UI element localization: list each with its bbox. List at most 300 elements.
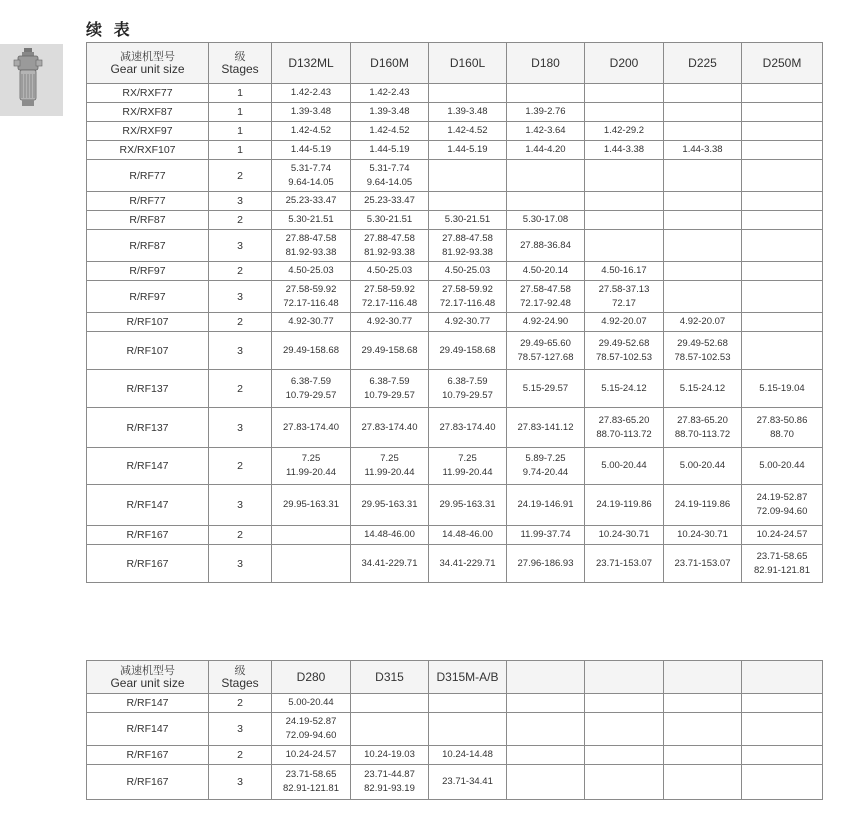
ratio-cell [742,122,823,141]
ratio-cell [742,103,823,122]
stages-cell: 2 [209,746,272,765]
ratio-range: 72.17 [612,297,636,309]
table-row [87,448,823,485]
ratio-cell [585,765,664,800]
ratio-cell [742,485,823,526]
ratio-range: 29.95-163.31 [439,499,496,510]
stages-cell: 3 [209,281,272,313]
ratio-range: 1.42-2.43 [369,87,410,98]
ratio-cell [742,370,823,408]
ratio-range: 5.30-21.51 [444,214,491,225]
ratio-range: 14.48-46.00 [442,529,493,540]
ratio-cell [351,694,429,713]
ratio-range: 4.50-20.14 [522,265,569,276]
ratio-cell [507,84,585,103]
ratio-range: 24.19-52.87 [285,716,337,727]
ratio-range: 82.91-121.81 [283,783,339,794]
gear-unit-cell: R/RF107 [87,313,209,332]
ratio-cell [507,230,585,262]
ratio-range: 7.25 [458,453,477,464]
ratio-cell [664,262,742,281]
ratio-cell [742,230,823,262]
ratio-cell [664,713,742,746]
ratio-cell [742,526,823,545]
ratio-cell [664,122,742,141]
ratio-cell [507,192,585,211]
ratio-cell [585,448,664,485]
ratio-cell [272,192,351,211]
ratio-cell [585,332,664,370]
stages-cell: 2 [209,313,272,332]
stages-cell: 3 [209,332,272,370]
table-row [87,313,823,332]
ratio-range: 24.19-119.86 [596,499,652,510]
ratio-cell [507,370,585,408]
ratio-cell [585,141,664,160]
motor-header [585,661,664,694]
ratio-cell [429,192,507,211]
ratio-cell [742,448,823,485]
ratio-range: 10.79-29.57 [442,389,493,401]
ratio-cell [351,545,429,583]
ratio-range: 72.09-94.60 [285,730,337,741]
page-title: 续 表 [86,20,133,39]
stages-cell: 1 [209,103,272,122]
ratio-range: 72.17-116.48 [439,297,496,309]
ratio-range: 29.95-163.31 [361,499,418,510]
ratio-cell [272,526,351,545]
ratio-cell [429,211,507,230]
ratio-cell [272,545,351,583]
table-row [87,526,823,545]
motor-header: D160L [429,43,507,84]
ratio-cell [351,103,429,122]
ratio-range: 1.44-3.38 [682,144,723,155]
ratio-cell [272,103,351,122]
ratio-range: 72.17-92.48 [520,297,571,309]
stages-cell: 2 [209,448,272,485]
ratio-cell [742,746,823,765]
ratio-cell [351,281,429,313]
ratio-table-main [86,42,823,583]
ratio-range: 1.42-4.52 [447,125,488,136]
ratio-cell [351,765,429,800]
gear-unit-cell: R/RF147 [87,485,209,526]
ratio-cell [429,408,507,448]
ratio-range: 78.57-127.68 [517,351,574,363]
ratio-cell [507,408,585,448]
ratio-range: 1.44-3.38 [603,144,645,155]
ratio-range: 82.91-93.19 [364,783,415,794]
ratio-range: 5.00-20.44 [601,460,647,471]
ratio-cell [272,694,351,713]
ratio-cell [351,448,429,485]
ratio-cell [507,332,585,370]
ratio-range: 5.30-17.08 [522,214,569,225]
ratio-cell [585,370,664,408]
ratio-range: 27.88-47.58 [285,232,337,244]
ratio-cell [429,141,507,160]
ratio-range: 72.09-94.60 [756,506,808,517]
ratio-cell [429,230,507,262]
ratio-range: 4.92-30.77 [444,316,491,327]
table-row [87,746,823,765]
ratio-range: 5.31-7.74 [369,162,410,174]
ratio-range: 27.83-174.40 [361,421,418,433]
ratio-range: 1.44-5.19 [369,144,410,155]
table-header-row [87,43,823,84]
gear-motor-thumbnail [0,44,63,116]
ratio-cell [272,408,351,448]
ratio-range: 5.30-21.51 [288,214,334,225]
ratio-cell [664,545,742,583]
ratio-range: 81.92-93.38 [442,246,493,258]
ratio-cell [664,141,742,160]
ratio-range: 7.25 [380,453,399,464]
ratio-cell [742,332,823,370]
gear-unit-cell: RX/RXF97 [87,122,209,141]
ratio-range: 1.44-4.20 [525,144,566,155]
ratio-range: 5.00-20.44 [759,460,805,471]
ratio-range: 5.30-21.51 [366,214,413,225]
ratio-cell [351,262,429,281]
ratio-range: 4.92-30.77 [288,316,334,327]
ratio-cell [664,746,742,765]
motor-header: D250M [742,43,823,84]
ratio-cell [742,713,823,746]
ratio-cell [351,485,429,526]
ratio-range: 11.99-37.74 [520,529,571,540]
gear-unit-cell: R/RF167 [87,746,209,765]
ratio-cell [585,408,664,448]
ratio-cell [664,211,742,230]
ratio-range: 24.19-146.91 [517,499,574,510]
ratio-range: 4.50-16.17 [601,265,647,276]
ratio-cell [507,211,585,230]
table-row [87,332,823,370]
ratio-cell [742,694,823,713]
ratio-range: 29.49-65.60 [520,337,571,349]
ratio-range: 11.99-20.44 [285,467,336,478]
ratio-range: 5.15-19.04 [759,382,805,394]
ratio-cell [507,545,585,583]
ratio-cell [585,262,664,281]
ratio-cell [272,122,351,141]
stages-cell: 2 [209,526,272,545]
ratio-range: 10.24-19.03 [364,749,415,760]
ratio-range: 23.71-34.41 [442,776,493,787]
ratio-range: 10.24-30.71 [598,529,650,540]
ratio-cell [351,313,429,332]
ratio-range: 78.57-102.53 [596,351,652,363]
ratio-cell [585,526,664,545]
ratio-cell [664,84,742,103]
ratio-cell [351,746,429,765]
ratio-range: 4.92-20.07 [679,316,726,327]
ratio-range: 29.49-52.68 [598,337,650,349]
ratio-cell [507,448,585,485]
ratio-range: 1.44-5.19 [447,144,488,155]
ratio-cell [664,192,742,211]
ratio-cell [742,160,823,192]
ratio-range: 1.42-3.64 [525,125,566,136]
ratio-cell [351,211,429,230]
ratio-cell [742,141,823,160]
ratio-cell [742,84,823,103]
ratio-range: 24.19-119.86 [674,499,731,510]
ratio-range: 29.95-163.31 [283,499,339,510]
motor-header: D280 [272,661,351,694]
ratio-cell [585,122,664,141]
ratio-cell [429,370,507,408]
ratio-range: 5.15-24.12 [601,382,647,394]
stages-cell: 3 [209,192,272,211]
ratio-cell [429,160,507,192]
ratio-range: 5.15-24.12 [679,382,726,394]
ratio-range: 11.99-20.44 [364,467,415,478]
ratio-cell [272,746,351,765]
gear-unit-cell: R/RF107 [87,332,209,370]
ratio-range: 27.88-47.58 [442,232,493,244]
ratio-range: 6.38-7.59 [290,375,332,387]
ratio-cell [507,694,585,713]
ratio-cell [429,103,507,122]
ratio-cell [272,448,351,485]
ratio-cell [272,765,351,800]
gear-unit-cell: R/RF167 [87,545,209,583]
gear-motor-icon [0,44,63,116]
ratio-cell [742,281,823,313]
ratio-range: 82.91-121.81 [754,564,810,576]
ratio-cell [507,103,585,122]
ratio-range: 4.92-20.07 [601,316,647,327]
motor-header [664,661,742,694]
ratio-range: 23.71-153.07 [596,557,652,569]
stages-header: 级 Stages [209,661,272,694]
stages-cell: 2 [209,160,272,192]
gear-unit-cell: R/RF97 [87,262,209,281]
ratio-cell [429,485,507,526]
stages-cell: 3 [209,230,272,262]
ratio-cell [272,230,351,262]
ratio-range: 72.17-116.48 [283,297,339,309]
ratio-cell [664,485,742,526]
ratio-cell [585,230,664,262]
ratio-cell [507,262,585,281]
gear-unit-cell: R/RF137 [87,408,209,448]
ratio-range: 81.92-93.38 [364,246,415,258]
ratio-cell [429,281,507,313]
ratio-range: 27.58-37.13 [598,283,650,295]
ratio-range: 34.41-229.71 [439,557,496,569]
ratio-cell [585,103,664,122]
motor-header: D132ML [272,43,351,84]
ratio-cell [664,526,742,545]
ratio-cell [507,141,585,160]
ratio-cell [429,526,507,545]
ratio-range: 29.49-158.68 [283,344,339,356]
ratio-cell [272,313,351,332]
ratio-cell [272,160,351,192]
ratio-cell [585,694,664,713]
ratio-cell [664,281,742,313]
stages-cell: 2 [209,370,272,408]
ratio-cell [585,545,664,583]
ratio-cell [507,281,585,313]
ratio-range: 27.96-186.93 [517,557,574,569]
motor-header: D315 [351,661,429,694]
motor-header: D225 [664,43,742,84]
ratio-range: 9.64-14.05 [288,176,334,188]
ratio-cell [507,713,585,746]
stages-header: 级 Stages [209,43,272,84]
motor-header [742,661,823,694]
ratio-cell [742,211,823,230]
motor-header [507,661,585,694]
ratio-cell [664,370,742,408]
ratio-cell [272,713,351,746]
ratio-cell [507,122,585,141]
ratio-range: 1.42-29.2 [603,125,645,136]
ratio-table-continued [86,660,823,800]
ratio-range: 78.57-102.53 [674,351,731,363]
gear-unit-cell: R/RF137 [87,370,209,408]
ratio-range: 1.42-4.52 [369,125,410,136]
ratio-cell [429,746,507,765]
stages-cell: 2 [209,211,272,230]
ratio-range: 10.24-24.57 [285,749,337,760]
ratio-cell [507,746,585,765]
ratio-range: 34.41-229.71 [361,557,418,569]
gear-unit-size-header: 减速机型号 Gear unit size [87,661,209,694]
ratio-cell [429,332,507,370]
ratio-range: 29.49-52.68 [677,337,728,349]
table-row [87,262,823,281]
stages-cell: 1 [209,141,272,160]
stages-cell: 3 [209,545,272,583]
gear-unit-cell: R/RF147 [87,694,209,713]
ratio-cell [664,332,742,370]
ratio-range: 81.92-93.38 [285,246,337,258]
ratio-cell [351,160,429,192]
ratio-range: 1.39-3.48 [447,106,488,117]
ratio-cell [742,545,823,583]
gear-unit-cell: R/RF77 [87,192,209,211]
table-row [87,765,823,800]
ratio-range: 10.79-29.57 [285,389,337,401]
ratio-range: 4.50-25.03 [444,265,491,276]
ratio-range: 88.70-113.72 [596,428,652,440]
ratio-cell [351,192,429,211]
stages-cell: 2 [209,262,272,281]
ratio-range: 14.48-46.00 [364,529,415,540]
ratio-cell [507,160,585,192]
ratio-cell [272,84,351,103]
motor-header: D315M-A/B [429,661,507,694]
ratio-cell [507,313,585,332]
ratio-cell [585,84,664,103]
ratio-range: 1.42-4.52 [290,125,332,136]
ratio-range: 23.71-44.87 [364,769,415,780]
ratio-range: 5.00-20.44 [288,697,334,708]
ratio-range: 4.92-30.77 [366,316,413,327]
ratio-cell [351,332,429,370]
ratio-cell [585,485,664,526]
table-header-row [87,661,823,694]
ratio-range: 1.39-2.76 [525,106,566,117]
ratio-cell [351,713,429,746]
gear-unit-cell: R/RF147 [87,448,209,485]
stages-cell: 3 [209,765,272,800]
table-row [87,122,823,141]
gear-unit-cell: R/RF147 [87,713,209,746]
ratio-cell [507,526,585,545]
table-row [87,84,823,103]
gear-unit-cell: R/RF77 [87,160,209,192]
motor-header: D200 [585,43,664,84]
ratio-range: 6.38-7.59 [369,375,410,387]
ratio-range: 10.24-30.71 [677,529,728,540]
ratio-range: 27.83-65.20 [677,414,728,426]
ratio-cell [664,160,742,192]
table-row [87,192,823,211]
ratio-cell [585,713,664,746]
gear-unit-cell: R/RF87 [87,230,209,262]
ratio-range: 1.42-2.43 [290,87,332,98]
table-row [87,103,823,122]
ratio-range: 27.58-59.92 [285,283,337,295]
ratio-range: 10.79-29.57 [364,389,415,401]
ratio-cell [429,545,507,583]
table-row [87,545,823,583]
ratio-cell [351,370,429,408]
ratio-cell [351,408,429,448]
ratio-range: 72.17-116.48 [361,297,418,309]
ratio-cell [585,746,664,765]
ratio-range: 6.38-7.59 [447,375,488,387]
ratio-cell [272,281,351,313]
ratio-range: 27.83-50.86 [756,414,808,426]
stages-cell: 2 [209,694,272,713]
stages-cell: 3 [209,408,272,448]
ratio-cell [585,192,664,211]
table-row [87,713,823,746]
ratio-cell [429,262,507,281]
ratio-cell [351,230,429,262]
ratio-range: 27.88-47.58 [364,232,415,244]
table-row [87,370,823,408]
table-row [87,141,823,160]
ratio-range: 29.49-158.68 [439,344,496,356]
ratio-cell [272,485,351,526]
ratio-range: 25.23-33.47 [285,195,337,206]
ratio-range: 5.31-7.74 [290,162,332,174]
ratio-cell [742,313,823,332]
ratio-range: 5.00-20.44 [679,460,726,471]
ratio-cell [351,526,429,545]
ratio-range: 29.49-158.68 [361,344,418,356]
ratio-cell [742,262,823,281]
ratio-cell [664,448,742,485]
ratio-range: 9.74-20.44 [522,467,569,478]
ratio-range: 25.23-33.47 [364,195,415,206]
ratio-range: 23.71-153.07 [674,557,731,569]
ratio-range: 27.58-59.92 [364,283,415,295]
ratio-cell [272,332,351,370]
ratio-range: 27.83-174.40 [283,421,339,433]
ratio-range: 88.70 [770,428,794,440]
ratio-range: 5.15-29.57 [522,382,569,394]
